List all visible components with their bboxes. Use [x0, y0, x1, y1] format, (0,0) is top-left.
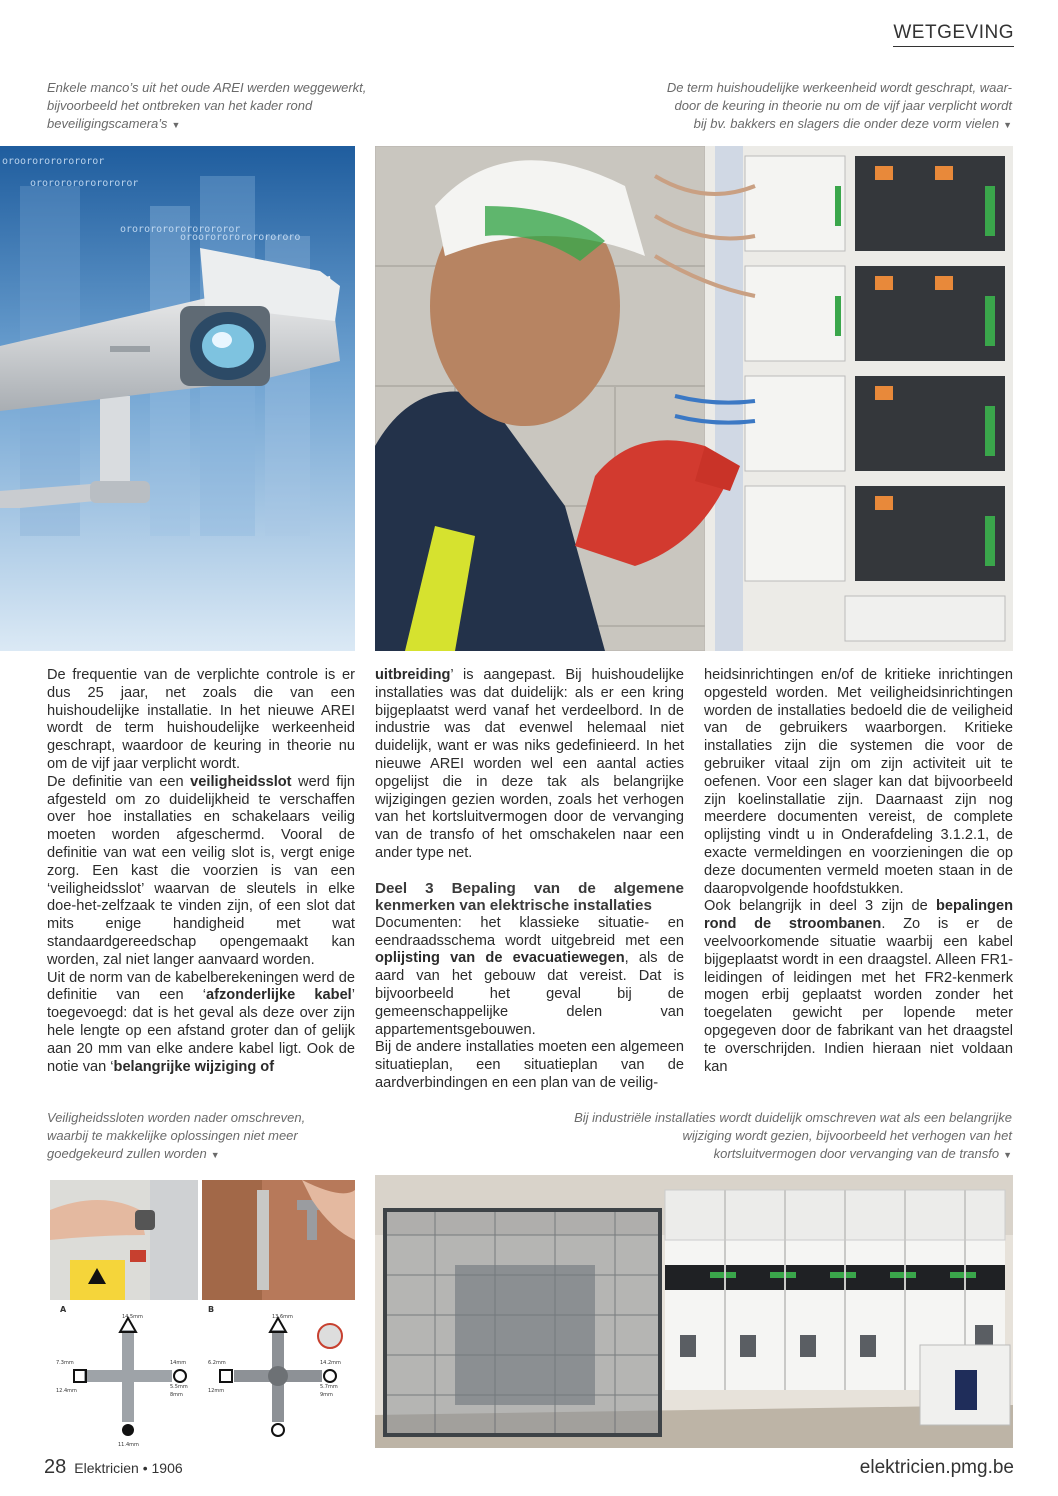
dimension-label: 5.7mm	[320, 1384, 338, 1390]
caption-camera	[47, 79, 367, 134]
caption-electrician	[632, 79, 1012, 134]
transformer-room-photo	[375, 1175, 1013, 1448]
caption-line: goedgekeurd zullen worden ▼	[47, 1146, 220, 1161]
paragraph: Uit de norm van de kabelberekeningen werd de definitie van een ‘afzonderlijke kabel’ toegevoegd: dat is het geval als deze over zijn hele lengte op een afstand groter dan of gelijk aan 20 mm van elke andere kabel ligt. Ook de notie van ‘belangrijke wijziging of	[47, 969, 355, 1075]
magazine-issue: Elektricien • 1906	[74, 1460, 183, 1476]
dimension-label: 12mm	[208, 1388, 225, 1394]
paragraph: heidsinrichtingen en/of de kritieke inrichtingen opgesteld worden. Met veiligheidsinrichtingen worden de installaties bedoeld die de veiligheid van de gebruikers waarborgen. Kritieke installaties zijn die systemen die voor de gebruiker vitaal zijn om zijn activiteit uit te oefenen. Voor een slager kan dat bijvoorbeeld zijn koelinstallatie zijn. Daarnaast zijn nog meerdere documenten vereist, de complete oplijsting vindt u in Onderafdeling 3.1.2.1, de exacte vermeldingen en voorzieningen die op deze documenten vermeld moeten staan in de daaropvolgende hoofdstukken.	[704, 667, 1013, 897]
paragraph: De frequentie van de verplichte controle is er dus 25 jaar, net zoals die van een huishoudelijke installatie. In het nieuwe AREI wordt de term huishoudelijke werkeenheid geschrapt, waardoor de keuring in theorie nu om de vijf jaar verplicht wordt.	[47, 667, 355, 772]
dimension-label: 14mm	[170, 1360, 187, 1366]
bold-term: veiligheidsslot	[190, 773, 292, 790]
key-b-drawing	[208, 1314, 342, 1436]
bold-term: oplijsting van de evacuatiewegen	[375, 950, 625, 967]
caret-down-icon: ▼	[210, 1150, 220, 1160]
dimension-label: 13.6mm	[272, 1314, 293, 1320]
dimension-label: 14.2mm	[320, 1360, 341, 1366]
caption-line: beveiligingscamera’s ▼	[47, 116, 181, 131]
caption-line: Bij industriële installaties wordt duidelijk omschreven wat als een belangrijke	[574, 1110, 1012, 1125]
dimension-label: 12.4mm	[56, 1388, 77, 1394]
article-column-1	[47, 667, 355, 1076]
cabinet-key-photo	[50, 1180, 198, 1300]
bold-term: bepalingen rond de stroombanen	[704, 898, 1013, 933]
binary-text: ororororororororor	[30, 178, 139, 189]
bold-term: afzonderlijke kabel	[206, 987, 352, 1004]
bold-term: uitbreiding	[375, 667, 451, 683]
article-column-3	[704, 667, 1013, 1076]
electrician-photo	[375, 146, 1013, 651]
caption-line: Veiligheidssloten worden nader omschreven,	[47, 1110, 306, 1125]
paragraph: De definitie van een veiligheidsslot werd fijn afgesteld om zo duidelijkheid te verschaffen over hoe installaties en schakelaars veilig moeten worden afgeschermd. Vooral de definitie van wat een veilig slot is, vergt enige zorg. Een kast die voorzien is van een ‘veiligheidsslot’ waarvan de sleutels in elke doe-het-zelfzaak te vinden zijn, of een slot dat mits enige handigheid met wat standaardgereedschap opengemaakt kan worden, zal niet langer aanvaard worden.	[47, 773, 355, 968]
caption-line: door de keuring in theorie nu om de vijf jaar verplicht wordt	[674, 98, 1012, 113]
article-column-2	[375, 667, 684, 1093]
key-diagrams	[50, 1300, 355, 1448]
caret-down-icon: ▼	[171, 120, 181, 130]
binary-text: oroororororororororo	[180, 232, 301, 243]
binary-text: orororororororororor	[120, 224, 241, 235]
caption-line: kortsluitvermogen door vervanging van de transfo ▼	[713, 1146, 1012, 1161]
paragraph: Ook belangrijk in deel 3 zijn de bepalingen rond de stroombanen. Zo is er de veelvoorkomende situatie waarbij een kabel bijgeplaatst wordt in een draagstel. Alleen FR1-leidingen of leidingen met het FR2-kenmerk mogen erbij geplaatst worden zonder het toegelaten gewicht per lopende meter opgegeven door de fabrikant van het draagstel te overschrijden. Indien hieraan niet voldaan kan	[704, 898, 1013, 1075]
dimension-label: 9mm	[320, 1392, 333, 1398]
key-a-drawing	[56, 1314, 188, 1448]
binary-text: oroororororororor	[2, 156, 105, 167]
diagram-label-a: A	[60, 1305, 67, 1314]
dimension-label: 5.5mm	[170, 1384, 188, 1390]
caption-line: wijziging wordt gezien, bijvoorbeeld het verhogen van het	[682, 1128, 1012, 1143]
caret-down-icon: ▼	[1003, 1150, 1012, 1160]
caption-locks	[47, 1109, 347, 1164]
paragraph: Bij de andere installaties moeten een algemeen situatieplan, een situatieplan van de aardverbindingen en een plan van de veilig-	[375, 1039, 684, 1091]
security-camera-photo	[0, 146, 355, 651]
page-number: 28	[44, 1456, 67, 1478]
caret-down-icon: ▼	[1003, 120, 1012, 130]
caption-line: Enkele manco’s uit het oude AREI werden weggewerkt,	[47, 80, 367, 95]
paragraph: Documenten: het klassieke situatie- en eendraadsschema wordt uitgebreid met een oplijsting van de evacuatiewegen, als de aard van het gebouw dat vereist. Dat is bijvoorbeeld het geval bij de gemeenschappelijke delen van appartementsgebouwen.	[375, 914, 684, 1038]
caption-line: bij bv. bakkers en slagers die onder deze vorm vielen ▼	[693, 116, 1012, 131]
dimension-label: 6.2mm	[208, 1360, 226, 1366]
dimension-label: 7.3mm	[56, 1360, 74, 1366]
caption-line: bijvoorbeeld het ontbreken van het kader rond	[47, 98, 313, 113]
diagram-label-b: B	[208, 1305, 215, 1314]
breakers	[745, 156, 1005, 641]
caption-transformer	[552, 1109, 1012, 1164]
caption-line: waarbij te makkelijke oplossingen niet meer	[47, 1128, 298, 1143]
paragraph: uitbreiding’ is aangepast. Bij huishoudelijke installaties was dat duidelijk: als er een kring bijgeplaatst werd vanaf het verdeelbord. In de industrie was dat evenwel helemaal niet duidelijk, want er was niks gedefinieerd. In het nieuwe AREI worden wel een aantal acties opgelijst die in deze tak als belangrijke wijzigingen gezien worden, zoals het verhogen van het kortsluitvermogen door de vervanging van de transfo of het omschakelen naar een ander type net.	[375, 667, 684, 861]
dimension-label: 14.5mm	[122, 1314, 143, 1320]
footer-website-link[interactable]: elektricien.pmg.be	[859, 1457, 1014, 1478]
dimension-label: 11.4mm	[118, 1442, 139, 1448]
caption-line: De term huishoudelijke werkeenheid wordt geschrapt, waar-	[666, 80, 1012, 95]
section-heading: Deel 3 Bepaling van de algemene kenmerken van elektrische installaties	[375, 879, 684, 915]
bold-term: belangrijke wijziging of	[113, 1058, 275, 1075]
footer-page-info	[44, 1456, 183, 1479]
dimension-label: 8mm	[170, 1392, 183, 1398]
door-key-photo	[202, 1180, 355, 1300]
section-label: WETGEVING	[893, 22, 1014, 47]
